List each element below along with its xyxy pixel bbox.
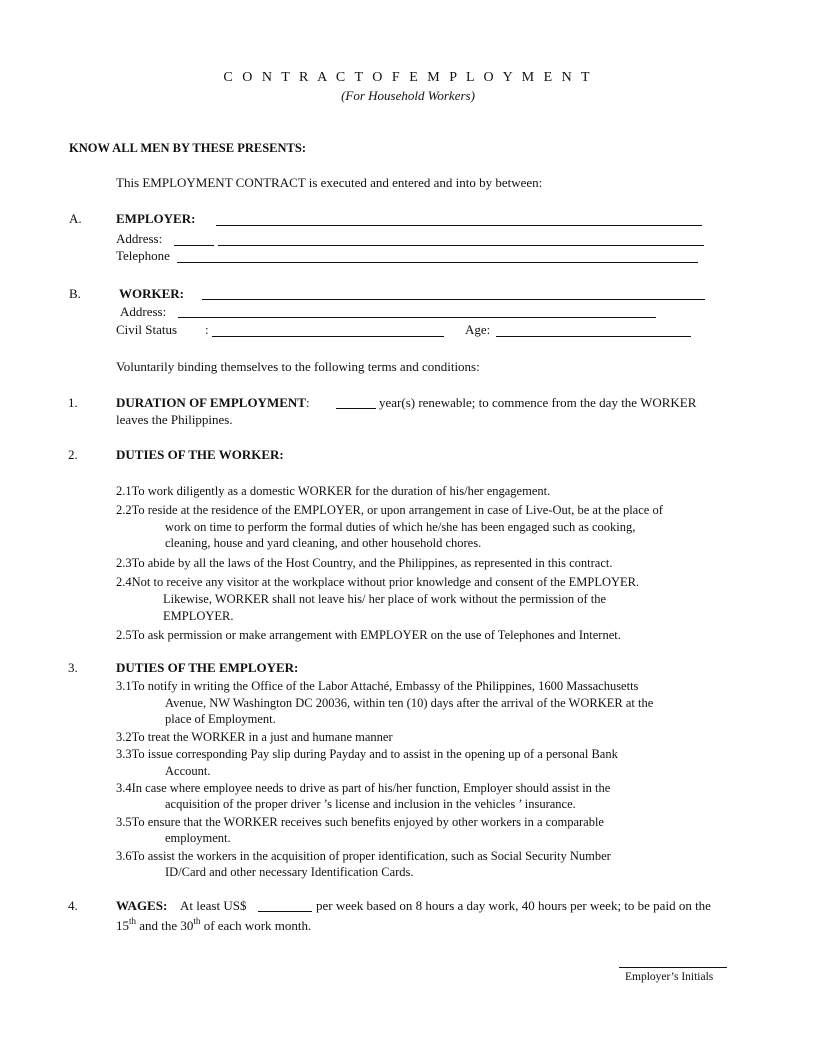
worker-address-field[interactable] <box>178 317 656 318</box>
employer-address-label: Address: <box>116 231 163 246</box>
civil-status-colon: : <box>205 322 209 337</box>
civil-status-field[interactable] <box>212 336 444 337</box>
list-item-continuation: Likewise, WORKER shall not leave his/ her place of work without the permission of the <box>163 592 607 606</box>
duration-colon: : <box>305 395 310 410</box>
age-label: Age: <box>465 322 491 337</box>
preamble-heading: KNOW ALL MEN BY THESE PRESENTS: <box>69 141 306 155</box>
list-item: 2.4Not to receive any visitor at the workplace without prior knowledge and consent of the EMPLOYER. <box>116 575 640 589</box>
employer-telephone-label: Telephone <box>116 248 170 263</box>
wages-text-after: per week based on 8 hours a day work, 40 hours per week; to be paid on the <box>316 898 711 913</box>
wages-amount-field[interactable] <box>258 911 312 912</box>
list-item-continuation: acquisition of the proper driver ’s license and inclusion in the vehicles ’ insurance. <box>165 797 576 811</box>
section-1-line1 <box>116 395 310 411</box>
section-1-number: 1. <box>68 395 78 410</box>
binding-statement: Voluntarily binding themselves to the following terms and conditions: <box>116 359 480 374</box>
wages-heading: WAGES: <box>116 898 168 913</box>
list-item: 3.6To assist the workers in the acquisition of proper identification, such as Social Security Number <box>116 849 611 863</box>
section-4-number: 4. <box>68 898 78 913</box>
section-2-heading: DUTIES OF THE WORKER: <box>116 447 284 462</box>
employer-telephone-field[interactable] <box>177 262 698 263</box>
list-item: 2.3To abide by all the laws of the Host Country, and the Philippines, as represented in this contract. <box>116 556 613 570</box>
list-item: 3.5To ensure that the WORKER receives such benefits enjoyed by other workers in a comparable <box>116 815 604 829</box>
list-item: 2.1To work diligently as a domestic WORKER for the duration of his/her engagement. <box>116 484 551 498</box>
section-2-number: 2. <box>68 447 78 462</box>
document-title: C O N T R A C T O F E M P L O Y M E N T <box>223 70 593 85</box>
duration-text-line2: leaves the Philippines. <box>116 412 233 427</box>
section-3-number: 3. <box>68 660 78 675</box>
employer-initials-field[interactable] <box>619 967 727 968</box>
list-item: 2.5To ask permission or make arrangement with EMPLOYER on the use of Telephones and Internet. <box>116 628 621 642</box>
employer-address-field-short[interactable] <box>174 245 214 246</box>
section-a-letter: A. <box>69 211 82 226</box>
duration-heading: DURATION OF EMPLOYMENT <box>116 395 306 410</box>
document-subtitle: (For Household Workers) <box>341 88 475 103</box>
list-item: 3.2To treat the WORKER in a just and humane manner <box>116 730 393 744</box>
list-item-continuation: employment. <box>165 831 231 845</box>
worker-label: WORKER: <box>119 286 184 301</box>
list-item-continuation: ID/Card and other necessary Identification Cards. <box>165 865 414 879</box>
list-item-continuation: place of Employment. <box>165 712 276 726</box>
list-item: 3.4In case where employee needs to drive as part of his/her function, Employer should assist in the <box>116 781 611 795</box>
section-b-letter: B. <box>69 286 81 301</box>
list-item: 3.3To issue corresponding Pay slip during Payday and to assist in the opening up of a personal Bank <box>116 747 618 761</box>
employer-initials-label: Employer’s Initials <box>625 971 714 983</box>
worker-name-field[interactable] <box>202 299 705 300</box>
duration-years-field[interactable] <box>336 408 376 409</box>
age-field[interactable] <box>496 336 691 337</box>
list-item-continuation: EMPLOYER. <box>163 609 234 623</box>
employer-address-field[interactable] <box>218 245 704 246</box>
list-item-continuation: Avenue, NW Washington DC 20036, within ten (10) days after the arrival of the WORKER at the <box>165 696 654 710</box>
list-item-continuation: work on time to perform the formal duties of which he/she has been engaged such as cooking, <box>165 520 636 534</box>
list-item: 3.1To notify in writing the Office of the Labor Attaché, Embassy of the Philippines, 1600 Massachusetts <box>116 679 639 693</box>
list-item: 2.2To reside at the residence of the EMPLOYER, or upon arrangement in case of Live-Out, be at the place of <box>116 503 663 517</box>
list-item-continuation: cleaning, house and yard cleaning, and other household chores. <box>165 536 482 550</box>
employer-name-field[interactable] <box>216 225 702 226</box>
wages-text-before: At least US$ <box>180 898 247 913</box>
wages-pay-days: 15th and the 30th of each work month. <box>116 915 312 933</box>
duration-text: year(s) renewable; to commence from the day the WORKER <box>379 395 697 410</box>
intro-text: This EMPLOYMENT CONTRACT is executed and entered and into by between: <box>116 175 543 190</box>
employer-label: EMPLOYER: <box>116 211 196 226</box>
list-item-continuation: Account. <box>165 764 211 778</box>
worker-address-label: Address: <box>120 304 167 319</box>
civil-status-label: Civil Status <box>116 322 178 337</box>
section-3-heading: DUTIES OF THE EMPLOYER: <box>116 660 299 675</box>
